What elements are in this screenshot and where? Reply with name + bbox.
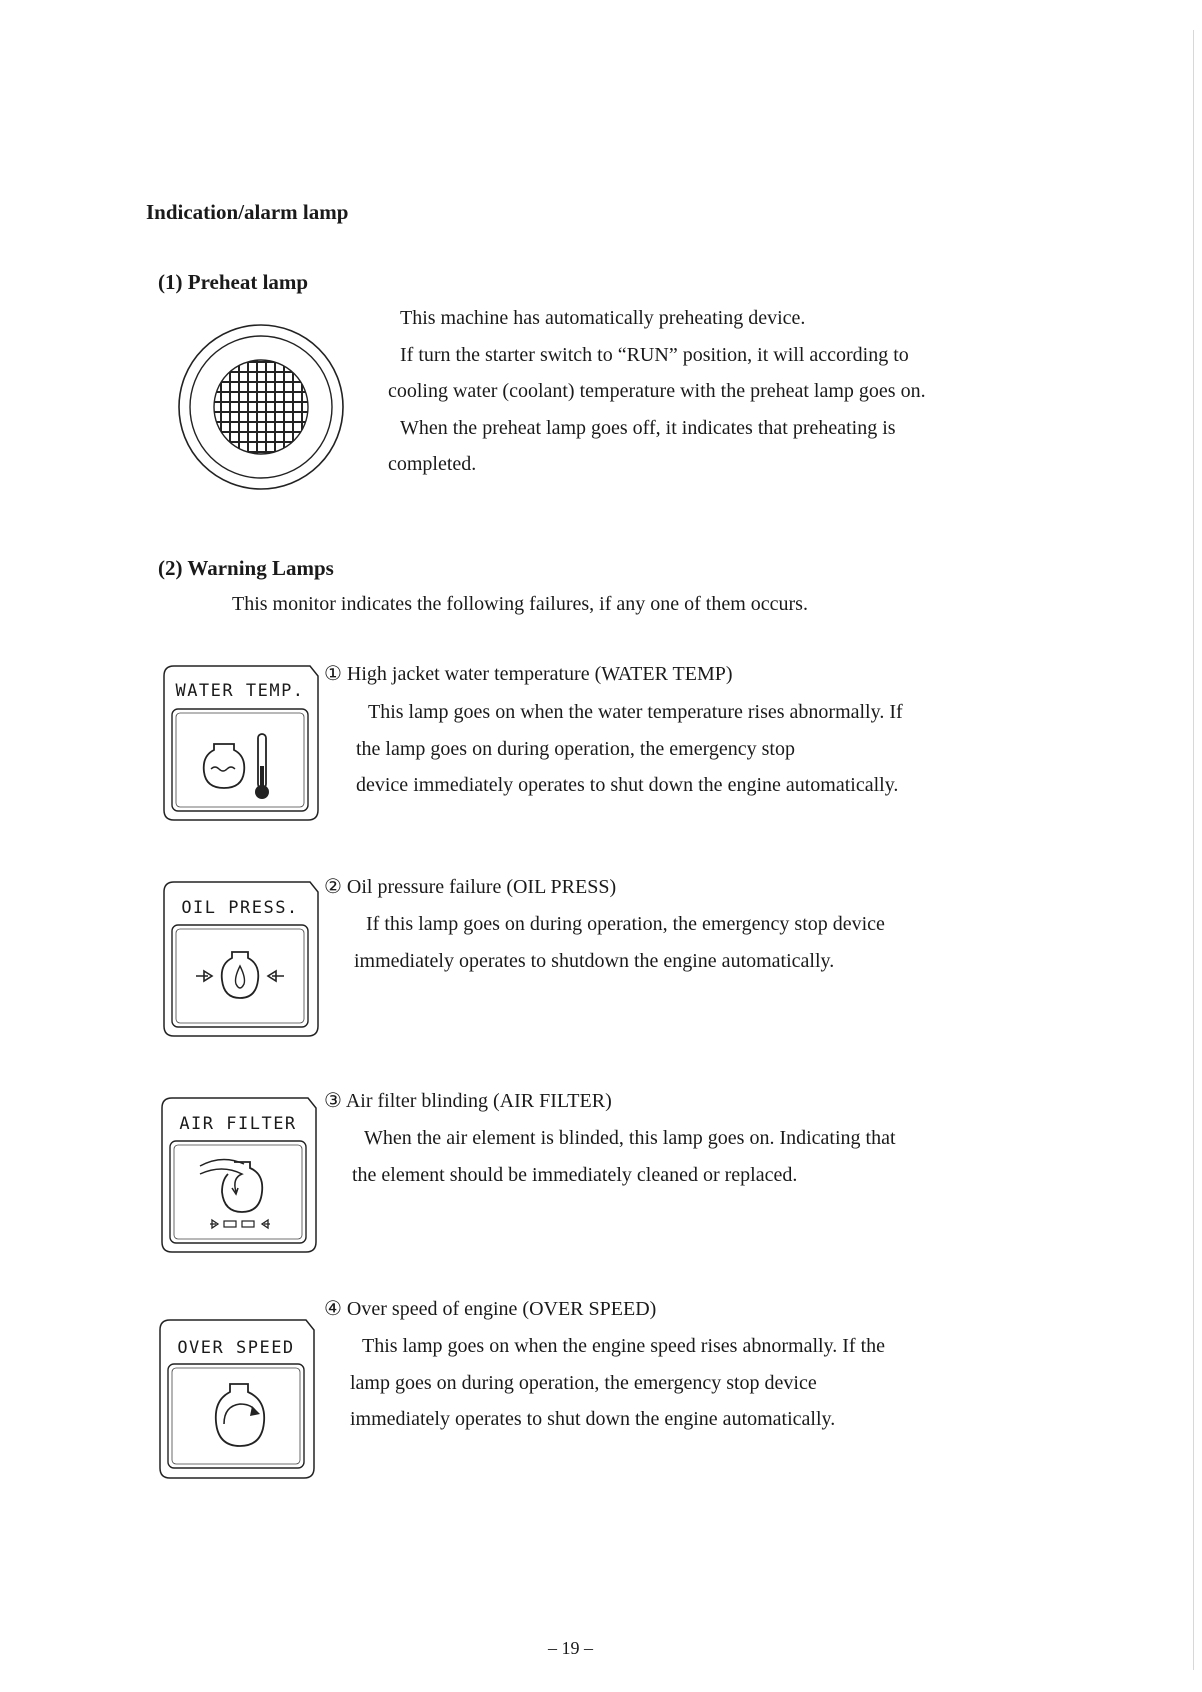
- air-filter-panel: [158, 1096, 318, 1256]
- page-number: – 19 –: [548, 1638, 593, 1658]
- water-temp-line: device immediately operates to shut down the engine automatically.: [356, 774, 899, 796]
- over-speed-line: immediately operates to shut down the engine automatically.: [350, 1408, 836, 1430]
- scan-edge-line: [1193, 30, 1194, 1670]
- over-speed-panel: [156, 1318, 316, 1482]
- over-speed-title: ④ Over speed of engine (OVER SPEED): [324, 1298, 657, 1320]
- oil-press-panel: [160, 880, 320, 1040]
- over-speed-panel-label: OVER SPEED: [177, 1338, 295, 1358]
- preheat-description: [388, 300, 1048, 483]
- preheat-heading: (1) Preheat lamp: [158, 270, 309, 294]
- preheat-line: This machine has automatically preheating device.: [400, 307, 806, 329]
- oil-press-panel-label: OIL PRESS.: [181, 898, 299, 918]
- oil-press-title: ② Oil pressure failure (OIL PRESS): [324, 876, 617, 898]
- air-filter-panel-label: AIR FILTER: [179, 1114, 297, 1134]
- air-filter-description: [352, 1120, 1052, 1193]
- oil-press-description: [354, 906, 1054, 979]
- preheat-line: When the preheat lamp goes off, it indicates that preheating is: [400, 416, 896, 439]
- preheat-line: cooling water (coolant) temperature with the preheat lamp goes on.: [388, 380, 926, 402]
- over-speed-icon: [190, 1378, 286, 1462]
- water-temp-icon: [194, 726, 290, 806]
- water-temp-line: the lamp goes on during operation, the emergency stop: [356, 737, 795, 760]
- section-title: Indication/alarm lamp: [146, 200, 349, 224]
- warning-intro: This monitor indicates the following failures, if any one of them occurs.: [232, 593, 808, 615]
- oil-press-line: immediately operates to shutdown the engine automatically.: [354, 949, 835, 972]
- air-filter-title: ③ Air filter blinding (AIR FILTER): [324, 1090, 612, 1112]
- warning-heading: (2) Warning Lamps: [158, 556, 334, 580]
- air-filter-line: When the air element is blinded, this lamp goes on. Indicating that: [364, 1127, 896, 1149]
- over-speed-line: This lamp goes on when the engine speed rises abnormally. If the: [362, 1335, 886, 1357]
- water-temp-panel: [160, 664, 320, 824]
- water-temp-line: This lamp goes on when the water temperature rises abnormally. If: [368, 701, 903, 723]
- water-temp-title: ① High jacket water temperature (WATER TEMP): [324, 663, 733, 685]
- oil-pressure-icon: [190, 946, 290, 1016]
- over-speed-description: [350, 1328, 1050, 1438]
- oil-press-line: If this lamp goes on during operation, the emergency stop device: [366, 913, 885, 935]
- preheat-line: completed.: [388, 453, 477, 475]
- preheat-line: If turn the starter switch to “RUN” position, it will according to: [400, 343, 909, 366]
- water-temp-description: [356, 694, 1056, 804]
- air-filter-line: the element should be immediately cleaned or replaced.: [352, 1163, 798, 1186]
- preheat-lamp-icon: [176, 322, 346, 492]
- air-filter-icon: [192, 1152, 288, 1236]
- over-speed-line: lamp goes on during operation, the emergency stop device: [350, 1371, 817, 1394]
- water-temp-panel-label: WATER TEMP.: [175, 681, 305, 701]
